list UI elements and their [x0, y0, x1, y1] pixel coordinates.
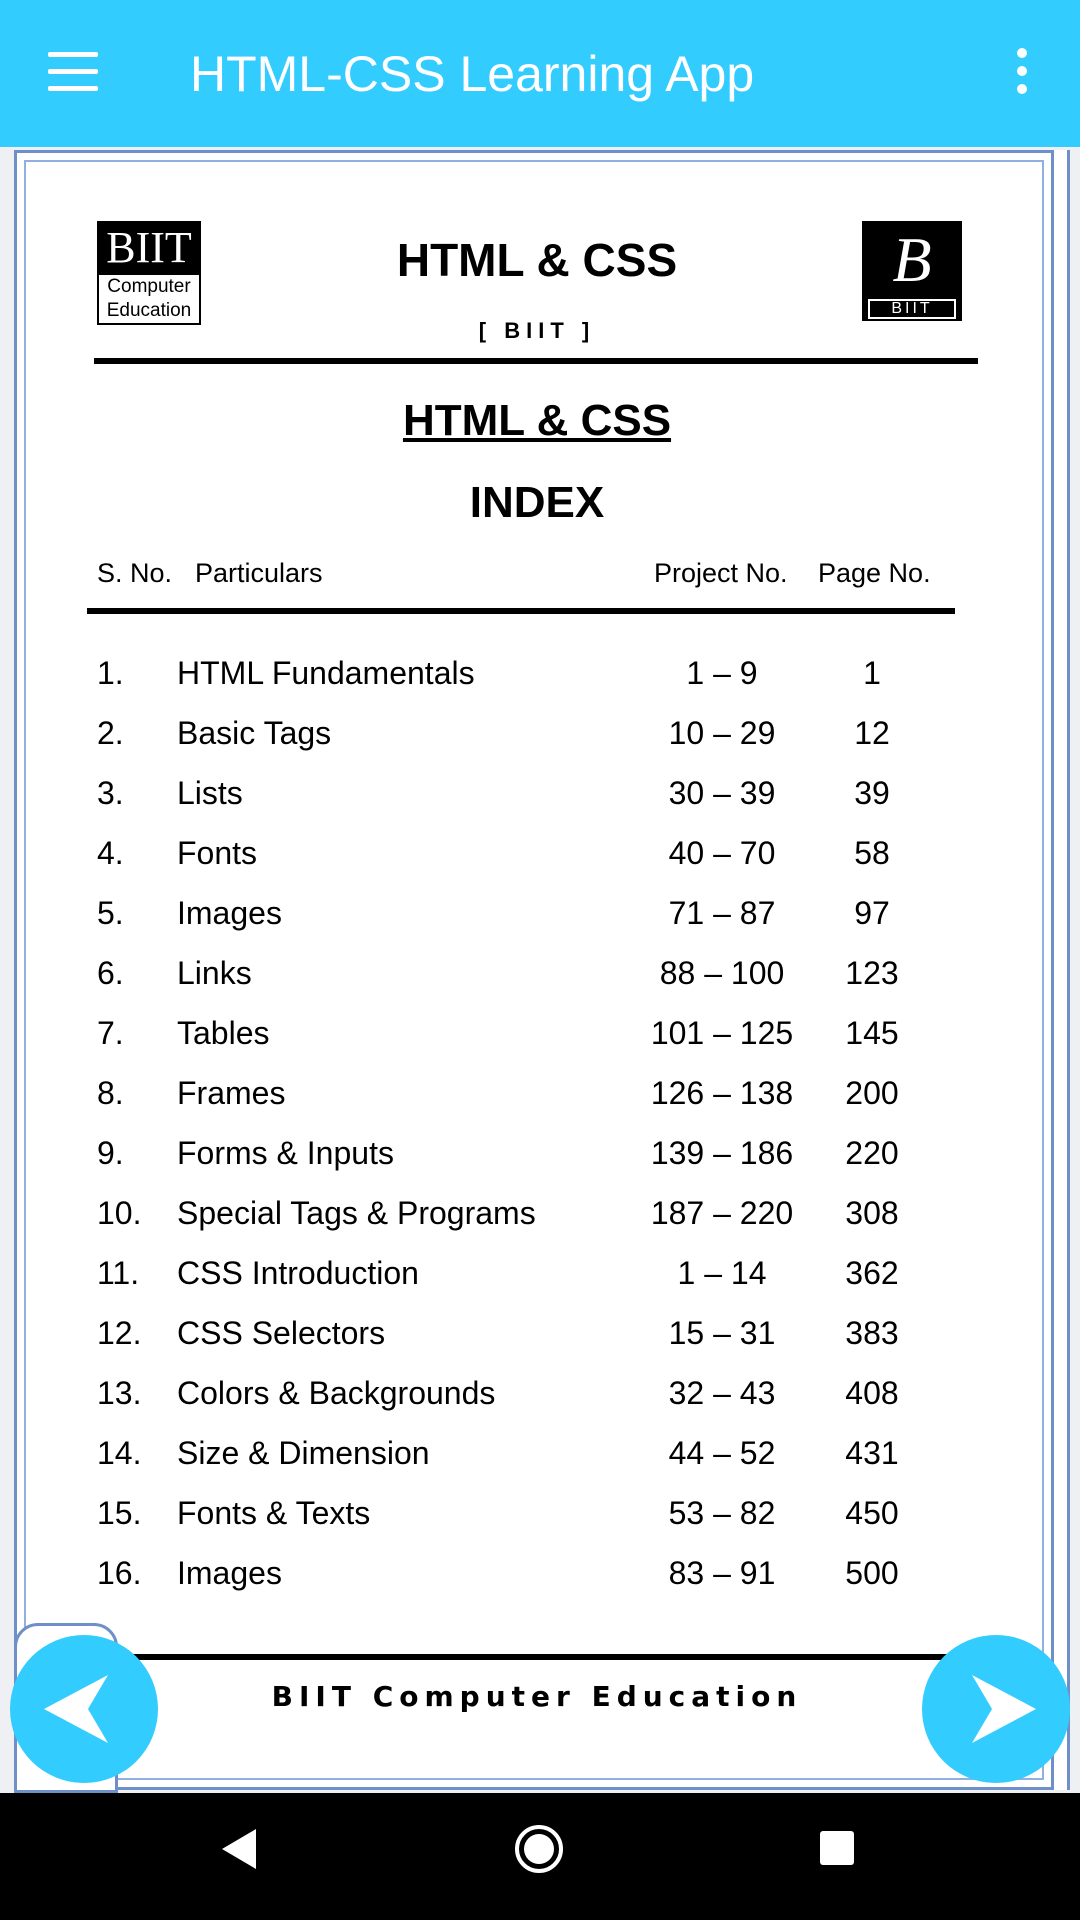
table-row: [17, 1195, 1057, 1255]
row-number: 14.: [97, 1435, 142, 1471]
table-row: [17, 775, 1057, 835]
table-row: [17, 1315, 1057, 1375]
row-number: 8.: [97, 1075, 124, 1111]
row-page-number: 220: [845, 1135, 899, 1171]
row-page-number: 145: [845, 1015, 899, 1051]
row-number: 2.: [97, 715, 124, 751]
row-particulars: CSS Selectors: [177, 1315, 386, 1351]
row-project-range: 71 – 87: [668, 895, 776, 931]
document-viewer[interactable]: [0, 147, 1080, 1793]
column-header-particulars: Particulars: [195, 558, 323, 588]
header-rule: [94, 358, 978, 364]
row-page-number: 200: [845, 1075, 899, 1111]
document-subtitle: [ BIIT ]: [478, 318, 596, 343]
nav-home-icon[interactable]: [513, 1823, 565, 1875]
row-page-number: 383: [845, 1315, 899, 1351]
row-number: 6.: [97, 955, 124, 991]
row-project-range: 10 – 29: [668, 715, 776, 751]
row-particulars: Tables: [177, 1015, 270, 1051]
table-row: [17, 835, 1057, 895]
row-page-number: 39: [854, 775, 890, 811]
footer-rule: [127, 1654, 967, 1660]
row-project-range: 30 – 39: [668, 775, 776, 811]
table-row: [17, 1015, 1057, 1075]
table-header-rule: [87, 608, 955, 614]
next-page-button[interactable]: [922, 1635, 1070, 1783]
hamburger-menu-icon[interactable]: [48, 52, 98, 92]
app-title: HTML-CSS Learning App: [190, 46, 755, 102]
arrow-right-icon: [956, 1675, 1036, 1743]
nav-recent-apps-icon[interactable]: [820, 1831, 854, 1865]
row-project-range: 101 – 125: [650, 1015, 794, 1051]
biit-logo-left: BIIT Computer Education: [97, 221, 201, 325]
table-row: [17, 1495, 1057, 1555]
row-number: 16.: [97, 1555, 142, 1591]
biit-logo-right: B BIIT: [862, 221, 962, 321]
row-particulars: Lists: [177, 775, 243, 811]
row-project-range: 88 – 100: [659, 955, 785, 991]
row-particulars: Fonts & Texts: [177, 1495, 371, 1531]
row-particulars: Frames: [177, 1075, 286, 1111]
row-particulars: Basic Tags: [177, 715, 332, 751]
row-page-number: 500: [845, 1555, 899, 1591]
row-page-number: 123: [845, 955, 899, 991]
row-page-number: 408: [845, 1375, 899, 1411]
arrow-left-icon: [44, 1675, 124, 1743]
row-particulars: Size & Dimension: [177, 1435, 430, 1471]
document-footer: BIIT Computer Education: [271, 1680, 803, 1713]
row-particulars: HTML Fundamentals: [177, 655, 475, 691]
row-project-range: 126 – 138: [650, 1075, 794, 1111]
row-page-number: 308: [845, 1195, 899, 1231]
row-particulars: Colors & Backgrounds: [177, 1375, 496, 1411]
row-page-number: 1: [863, 655, 881, 691]
app-bar: [0, 0, 1080, 147]
row-project-range: 40 – 70: [668, 835, 776, 871]
row-particulars: Images: [177, 895, 282, 931]
table-row: [17, 655, 1057, 715]
previous-page-button[interactable]: [10, 1635, 158, 1783]
row-number: 11.: [97, 1255, 140, 1291]
index-title: INDEX: [469, 478, 605, 527]
row-number: 9.: [97, 1135, 124, 1171]
row-page-number: 97: [854, 895, 890, 931]
row-project-range: 139 – 186: [650, 1135, 794, 1171]
row-project-range: 187 – 220: [650, 1195, 794, 1231]
row-page-number: 450: [845, 1495, 899, 1531]
document-title: HTML & CSS: [396, 234, 678, 286]
row-particulars: Fonts: [177, 835, 258, 871]
row-particulars: Images: [177, 1555, 282, 1591]
row-project-range: 1 – 14: [677, 1255, 767, 1291]
column-header-page: Page No.: [818, 558, 931, 588]
column-header-sno: S. No.: [97, 558, 173, 588]
row-project-range: 44 – 52: [668, 1435, 776, 1471]
table-row: [17, 1555, 1057, 1615]
table-row: [17, 955, 1057, 1015]
more-vertical-icon[interactable]: [1010, 48, 1034, 98]
row-page-number: 431: [845, 1435, 899, 1471]
system-navigation-bar: [0, 1793, 1080, 1920]
row-number: 3.: [97, 775, 124, 811]
row-number: 15.: [97, 1495, 142, 1531]
table-row: [17, 1435, 1057, 1495]
table-row: [17, 895, 1057, 955]
row-number: 10.: [97, 1195, 142, 1231]
index-table: [17, 655, 1057, 1615]
nav-back-icon[interactable]: [222, 1829, 258, 1869]
row-page-number: 12: [854, 715, 890, 751]
table-row: [17, 1255, 1057, 1315]
row-page-number: 58: [854, 835, 890, 871]
row-number: 13.: [97, 1375, 142, 1411]
row-project-range: 15 – 31: [668, 1315, 776, 1351]
row-number: 4.: [97, 835, 124, 871]
column-header-project: Project No.: [654, 558, 788, 588]
row-project-range: 1 – 9: [686, 655, 758, 691]
row-particulars: Special Tags & Programs: [177, 1195, 536, 1231]
table-row: [17, 1135, 1057, 1195]
row-number: 5.: [97, 895, 124, 931]
row-page-number: 362: [845, 1255, 899, 1291]
table-row: [17, 1375, 1057, 1435]
row-project-range: 83 – 91: [668, 1555, 776, 1591]
row-particulars: Forms & Inputs: [177, 1135, 394, 1171]
table-row: [17, 1075, 1057, 1135]
table-row: [17, 715, 1057, 775]
row-particulars: Links: [177, 955, 252, 991]
row-number: 7.: [97, 1015, 124, 1051]
row-particulars: CSS Introduction: [177, 1255, 419, 1291]
row-project-range: 32 – 43: [668, 1375, 776, 1411]
row-number: 12.: [97, 1315, 142, 1351]
document-page: [14, 150, 1054, 1790]
row-project-range: 53 – 82: [668, 1495, 776, 1531]
row-number: 1.: [97, 655, 124, 691]
section-heading: HTML & CSS: [402, 396, 672, 445]
